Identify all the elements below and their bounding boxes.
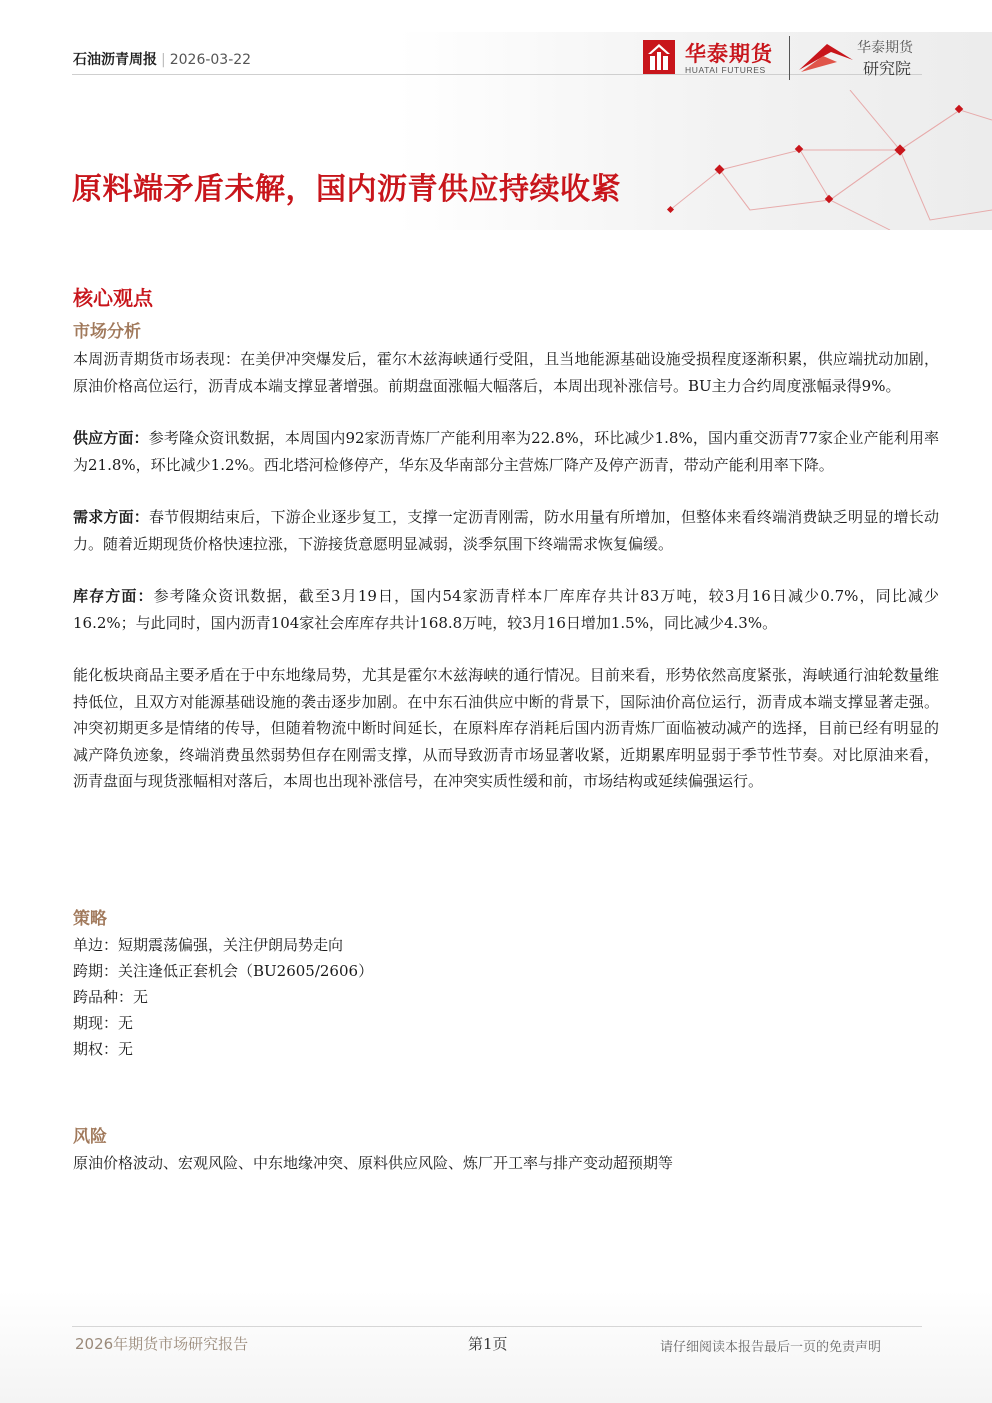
strategy-list xyxy=(73,932,373,1062)
logo-en-text: HUATAI FUTURES xyxy=(685,65,766,75)
huatai-logo xyxy=(643,38,783,80)
risk-heading: 风险 xyxy=(73,1127,107,1147)
strategy-item: 跨期：关注逢低正套机会（BU2605/2606） xyxy=(73,962,374,980)
market-analysis-heading: 市场分析 xyxy=(73,322,141,342)
supply-text: 参考隆众资讯数据，本周国内92家沥青炼厂产能利用率为22.8%，环比减少1.8%，国内重交沥青77家企业产能利用率为21.8%，环比减少1.2%。西北塔河检修停产，华东及华南部分主营炼厂降产及停产沥青，带动产能利用率下降。 xyxy=(73,429,939,474)
inventory-paragraph xyxy=(73,583,939,636)
page-title: 原料端矛盾未解，国内沥青供应持续收紧 xyxy=(72,172,621,207)
logo-divider xyxy=(789,36,790,80)
strategy-heading: 策略 xyxy=(73,909,107,929)
inventory-text: 参考隆众资讯数据，截至3月19日，国内54家沥青样本厂库库存共计83万吨，较3月16日减少0.7%，同比减少16.2%；与此同时，国内沥青104家社会库库存共计168.8万吨，较3月16日增加1.5%，同比减少4.3%。 xyxy=(73,587,939,632)
meta-separator: | xyxy=(161,52,166,68)
report-meta xyxy=(73,49,251,69)
report-date: 2026-03-22 xyxy=(169,52,252,68)
supply-label: 供应方面： xyxy=(73,429,149,447)
market-analysis-text: 本周沥青期货市场表现：在美伊冲突爆发后，霍尔木兹海峡通行受阻，且当地能源基础设施受损程度逐渐积累，供应端扰动加剧，原油价格高位运行，沥青成本端支撑显著增强。前期盘面涨幅大幅落后，本周出现补涨信号。BU主力合约周度涨幅录得9%。 xyxy=(73,350,939,395)
strategy-item: 跨品种：无 xyxy=(73,988,149,1006)
inventory-label: 库存方面： xyxy=(73,587,154,605)
page-number: 第1页 xyxy=(468,1335,508,1353)
demand-text: 春节假期结束后，下游企业逐步复工，支撑一定沥青刚需，防水用量有所增加，但整体来看终端消费缺乏明显的增长动力。随着近期现货价格快速拉涨，下游接货意愿明显减弱，淡季氛围下终端需求恢复偏缓。 xyxy=(73,508,939,553)
footer-report-name: 2026年期货市场研究报告 xyxy=(75,1335,249,1353)
core-viewpoint-section xyxy=(73,282,939,795)
institute-swoosh-icon xyxy=(797,38,857,74)
strategy-item: 单边：短期震荡偏强，关注伊朗局势走向 xyxy=(73,936,344,954)
research-institute-logo xyxy=(797,34,927,80)
footer-rule xyxy=(72,1326,922,1327)
disclaimer-note: 请仔细阅读本报告最后一页的免责声明 xyxy=(660,1340,882,1355)
risk-text: 原油价格波动、宏观风险、中东地缘冲突、原料供应风险、炼厂开工率与排产变动超预期等 xyxy=(73,1154,674,1172)
core-viewpoint-heading: 核心观点 xyxy=(73,286,153,310)
header-rule xyxy=(72,74,922,75)
strategy-item: 期权：无 xyxy=(73,1040,134,1058)
strategy-item: 期现：无 xyxy=(73,1014,134,1032)
institute-brand-text: 华泰期货 xyxy=(857,40,913,56)
institute-name-text: 研究院 xyxy=(863,59,912,78)
demand-paragraph xyxy=(73,504,939,557)
huatai-logo-icon xyxy=(643,40,675,74)
logo-cn-text: 华泰期货 xyxy=(685,42,773,66)
summary-paragraph: 能化板块商品主要矛盾在于中东地缘局势，尤其是霍尔木兹海峡的通行情况。目前来看，形势依然高度紧张，海峡通行油轮数量维持低位，且双方对能源基础设施的袭击逐步加剧。在中东石油供应中断的背景下，国际油价高位运行，沥青成本端支撑显著走强。冲突初期更多是情绪的传导，但随着物流中断时间延长，在原料库存消耗后国内沥青炼厂面临被动减产的选择，目前已经有明显的减产降负迹象，终端消费虽然弱势但存在刚需支撑，从而导致沥青市场显著收紧，近期累库明显弱于季节性节奏。对比原油来看，沥青盘面与现货涨幅相对落后，本周也出现补涨信号，在冲突实质性缓和前，市场结构或延续偏强运行。 xyxy=(73,666,939,790)
network-decoration xyxy=(600,90,992,230)
demand-label: 需求方面： xyxy=(73,508,149,526)
report-series: 石油沥青周报 xyxy=(73,52,157,68)
supply-paragraph xyxy=(73,425,939,478)
